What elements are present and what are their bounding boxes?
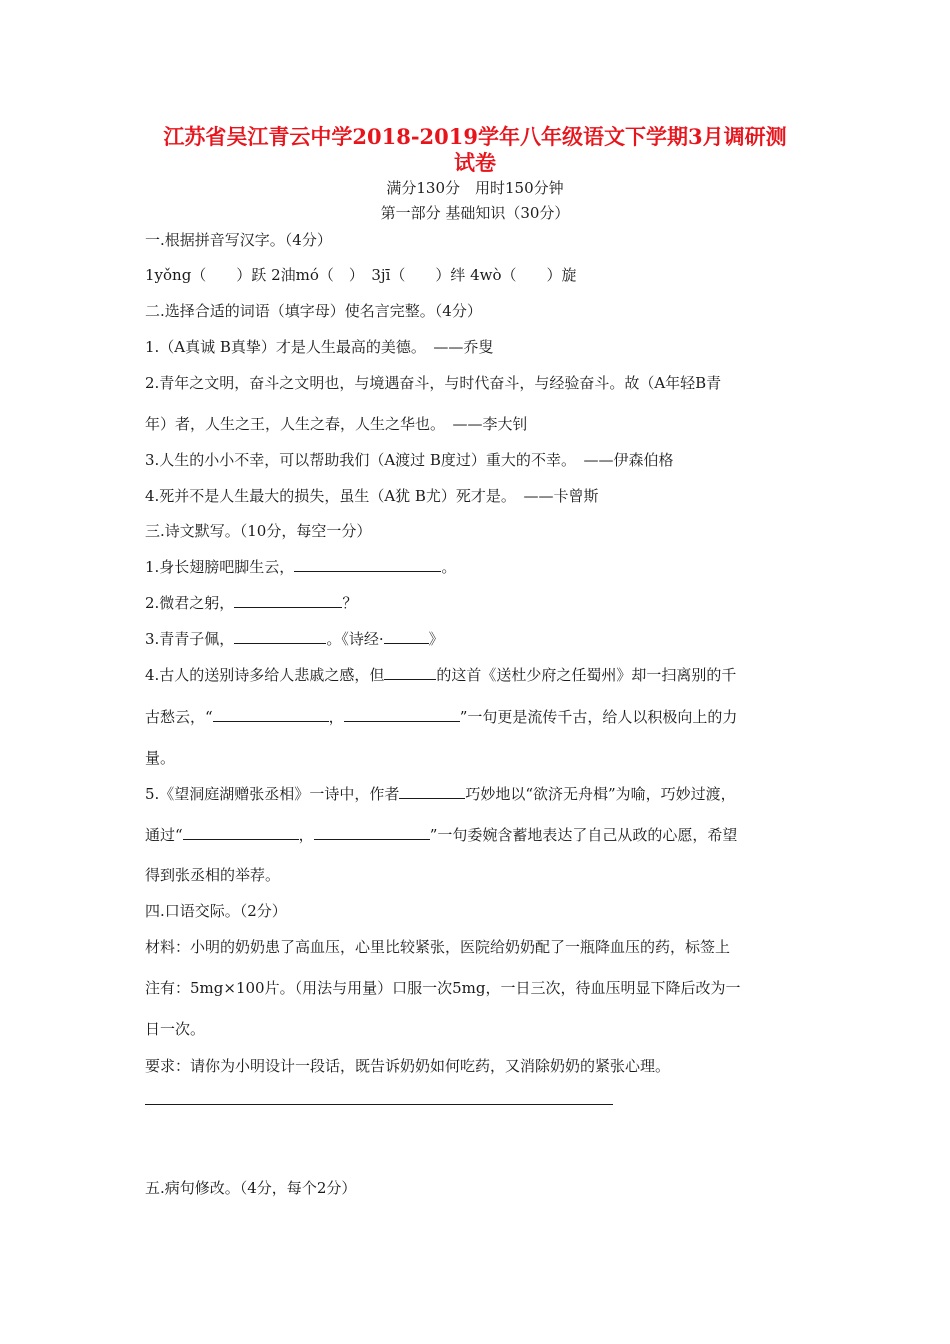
- quote-3: 3.人生的小小不幸，可以帮助我们（A渡过 B度过）重大的不幸。 ——伊森伯格: [145, 451, 674, 469]
- exam-title-line1: 江苏省吴江青云中学2018-2019学年八年级语文下学期3月调研测: [163, 124, 787, 149]
- material-line2: 注有：5mg×100片。（用法与用量）口服一次5mg，一日三次，待血压明显下降后改为一: [145, 979, 741, 997]
- poem-q1-text: 1.身长翅膀吧脚生云，: [145, 558, 295, 576]
- poem-q5-text3: 通过“: [145, 826, 183, 844]
- poem-q3-end: 》: [428, 630, 444, 648]
- poem-q2-text: 2.微君之躬，: [145, 594, 235, 612]
- section2-heading: 二.选择合适的词语（填字母）使名言完整。（4分）: [145, 302, 482, 320]
- poem-q4-text3: 古愁云，“: [145, 708, 213, 726]
- answer-blank[interactable]: [314, 825, 430, 840]
- poem-q4-text2: 的这首《送杜少府之任蜀州》却一扫离别的千: [436, 666, 737, 684]
- part-heading: 第一部分 基础知识（30分）: [380, 204, 570, 222]
- poem-q5-line1: [145, 783, 736, 804]
- answer-blank[interactable]: [399, 784, 465, 799]
- section1-heading: 一.根据拼音写汉字。（4分）: [145, 231, 332, 249]
- answer-blank[interactable]: [384, 665, 436, 680]
- quote-4: 4.死并不是人生最大的损失，虽生（A犹 B尤）死才是。 ——卡曾斯: [145, 487, 599, 505]
- poem-q4-line1: [145, 664, 736, 685]
- poem-q5-line2: [145, 824, 737, 845]
- poem-q4-line2: [145, 706, 737, 727]
- poem-q3: [145, 628, 444, 649]
- score-time: 满分130分 用时150分钟: [386, 179, 564, 197]
- material-line3: 日一次。: [145, 1020, 206, 1038]
- poem-q2: [145, 592, 357, 613]
- poem-q4-comma: ，: [328, 708, 344, 726]
- answer-blank[interactable]: [183, 825, 299, 840]
- pinyin-line: 1yǒng（ ）跃 2油mó（ ） 3jī（ ）绊 4wò（ ）旋: [145, 266, 577, 284]
- poem-q3-mid: 。《诗经·: [326, 630, 384, 648]
- quote-1: 1.（A真诚 B真挚）才是人生最高的美德。 ——乔叟: [145, 338, 494, 356]
- quote-2-line2: 年）者，人生之王，人生之春，人生之华也。 ——李大钊: [145, 415, 528, 433]
- poem-q5-text: 5.《望洞庭湖赠张丞相》一诗中，作者: [145, 785, 400, 803]
- poem-q2-end: ？: [342, 594, 358, 612]
- section4-heading: 四.口语交际。（2分）: [145, 902, 287, 920]
- quote-2-line1: 2.青年之文明，奋斗之文明也，与境遇奋斗，与时代奋斗，与经验奋斗。故（A年轻B青: [145, 374, 722, 392]
- poem-q5-line3: 得到张丞相的举荐。: [145, 866, 281, 884]
- poem-q1: [145, 556, 456, 577]
- poem-q5-text4: ”一句委婉含蓄地表达了自己从政的心愿，希望: [429, 826, 738, 844]
- poem-q5-comma: ，: [298, 826, 314, 844]
- section3-heading: 三.诗文默写。（10分，每空一分）: [145, 522, 372, 540]
- poem-q4-line3: 量。: [145, 749, 176, 767]
- answer-blank[interactable]: [384, 629, 429, 644]
- exam-title-line2: 试卷: [454, 150, 496, 175]
- poem-q1-end: 。: [441, 558, 457, 576]
- answer-line[interactable]: [145, 1104, 613, 1105]
- answer-blank[interactable]: [294, 557, 441, 572]
- poem-q5-text2: 巧妙地以“欲济无舟楫”为喻，巧妙过渡，: [465, 785, 736, 803]
- poem-q3-text: 3.青青子佩，: [145, 630, 235, 648]
- poem-q4-text4: ”一句更是流传千古，给人以积极向上的力: [459, 708, 738, 726]
- answer-blank[interactable]: [234, 629, 326, 644]
- answer-blank[interactable]: [344, 707, 460, 722]
- section5-heading: 五.病句修改。（4分，每个2分）: [145, 1179, 357, 1197]
- poem-q4-text: 4.古人的送别诗多给人悲戚之感，但: [145, 666, 385, 684]
- answer-blank[interactable]: [213, 707, 329, 722]
- material-line1: 材料：小明的奶奶患了高血压，心里比较紧张，医院给奶奶配了一瓶降血压的药，标签上: [145, 938, 731, 956]
- answer-blank[interactable]: [234, 593, 342, 608]
- requirement: 要求：请你为小明设计一段话，既告诉奶奶如何吃药，又消除奶奶的紧张心理。: [145, 1057, 671, 1075]
